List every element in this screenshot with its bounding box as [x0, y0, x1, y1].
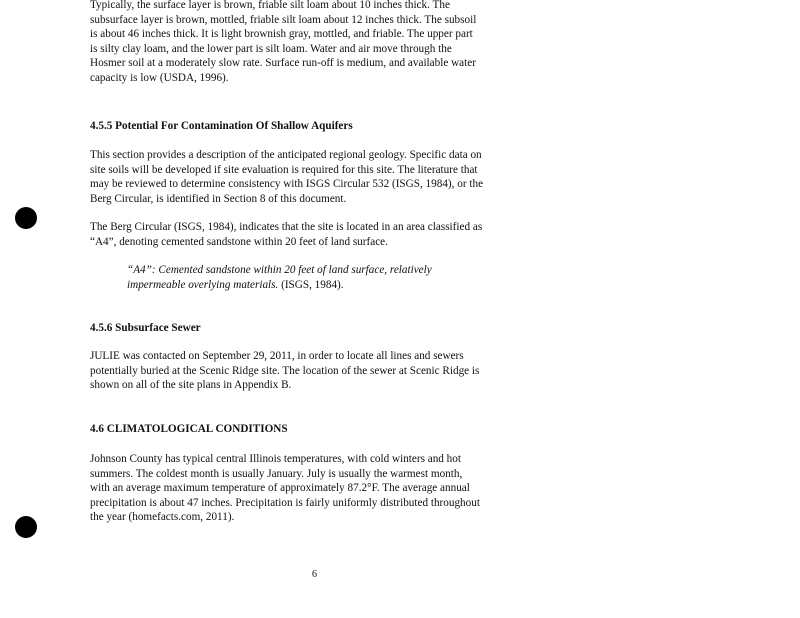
text-line: shown on all of the site plans in Appendix B.	[90, 379, 292, 392]
binder-hole-top	[15, 207, 37, 229]
text-line: is about 46 inches thick. It is light brownish gray, mottled, and friable. The upper part	[90, 28, 473, 41]
quote-text: “A4”: Cemented sandstone within 20 feet of land surface, relatively	[127, 264, 432, 276]
paragraph-regional-geology	[90, 148, 542, 206]
text-line: The Berg Circular (ISGS, 1984), indicates that the site is located in an area classified as	[90, 221, 483, 233]
paragraph-climatological	[90, 452, 542, 525]
text-line: site soils will be developed if site evaluation is required for this site. The literature that	[90, 163, 478, 176]
section-heading-455: 4.5.5 Potential For Contamination Of Shallow Aquifers	[90, 120, 353, 132]
text-line: subsurface layer is brown, mottled, friable silt loam about 12 inches thick. The subsoil	[90, 13, 477, 26]
paragraph-subsurface-sewer	[90, 349, 542, 393]
page-number: 6	[312, 569, 317, 580]
quote-line	[127, 263, 432, 278]
text-line: summers. The coldest month is usually January. July is usually the warmest month,	[90, 467, 463, 480]
text-line: Hosmer soil at a moderately slow rate. Surface run-off is medium, and available water	[90, 57, 476, 70]
text-line: may be reviewed to determine consistency with ISGS Circular 532 (ISGS, 1984), or the	[90, 178, 484, 191]
section-heading-46: 4.6 CLIMATOLOGICAL CONDITIONS	[90, 423, 288, 435]
paragraph-soil-description	[90, 0, 542, 86]
text-line: “A4”, denoting cemented sandstone within 20 feet of land surface.	[90, 235, 388, 248]
block-quote-a4	[127, 263, 432, 292]
paragraph-berg-circular	[90, 220, 542, 249]
quote-text: impermeable overlying materials.	[127, 278, 279, 291]
quote-line	[127, 278, 432, 293]
citation-text: (ISGS, 1984).	[278, 278, 344, 291]
text-line: Berg Circular, is identified in Section 8 of this document.	[90, 192, 347, 205]
section-heading-456: 4.5.6 Subsurface Sewer	[90, 322, 201, 334]
text-line: the year (homefacts.com, 2011).	[90, 511, 235, 524]
text-line: Johnson County has typical central Illinois temperatures, with cold winters and hot	[90, 453, 461, 465]
text-line: capacity is low (USDA, 1996).	[90, 71, 229, 84]
text-line: with an average maximum temperature of approximately 87.2°F. The average annual	[90, 482, 470, 495]
text-line: Typically, the surface layer is brown, friable silt loam about 10 inches thick. The	[90, 0, 450, 11]
binder-hole-bottom	[15, 516, 37, 538]
text-line: This section provides a description of the anticipated regional geology. Specific data on	[90, 149, 482, 161]
text-line: JULIE was contacted on September 29, 2011, in order to locate all lines and sewers	[90, 350, 464, 362]
text-line: precipitation is about 47 inches. Precipitation is fairly uniformly distributed throughout	[90, 496, 480, 509]
text-line: is silty clay loam, and the lower part is silt loam. Water and air move through the	[90, 42, 452, 55]
text-line: potentially buried at the Scenic Ridge site. The location of the sewer at Scenic Ridge is	[90, 364, 480, 377]
